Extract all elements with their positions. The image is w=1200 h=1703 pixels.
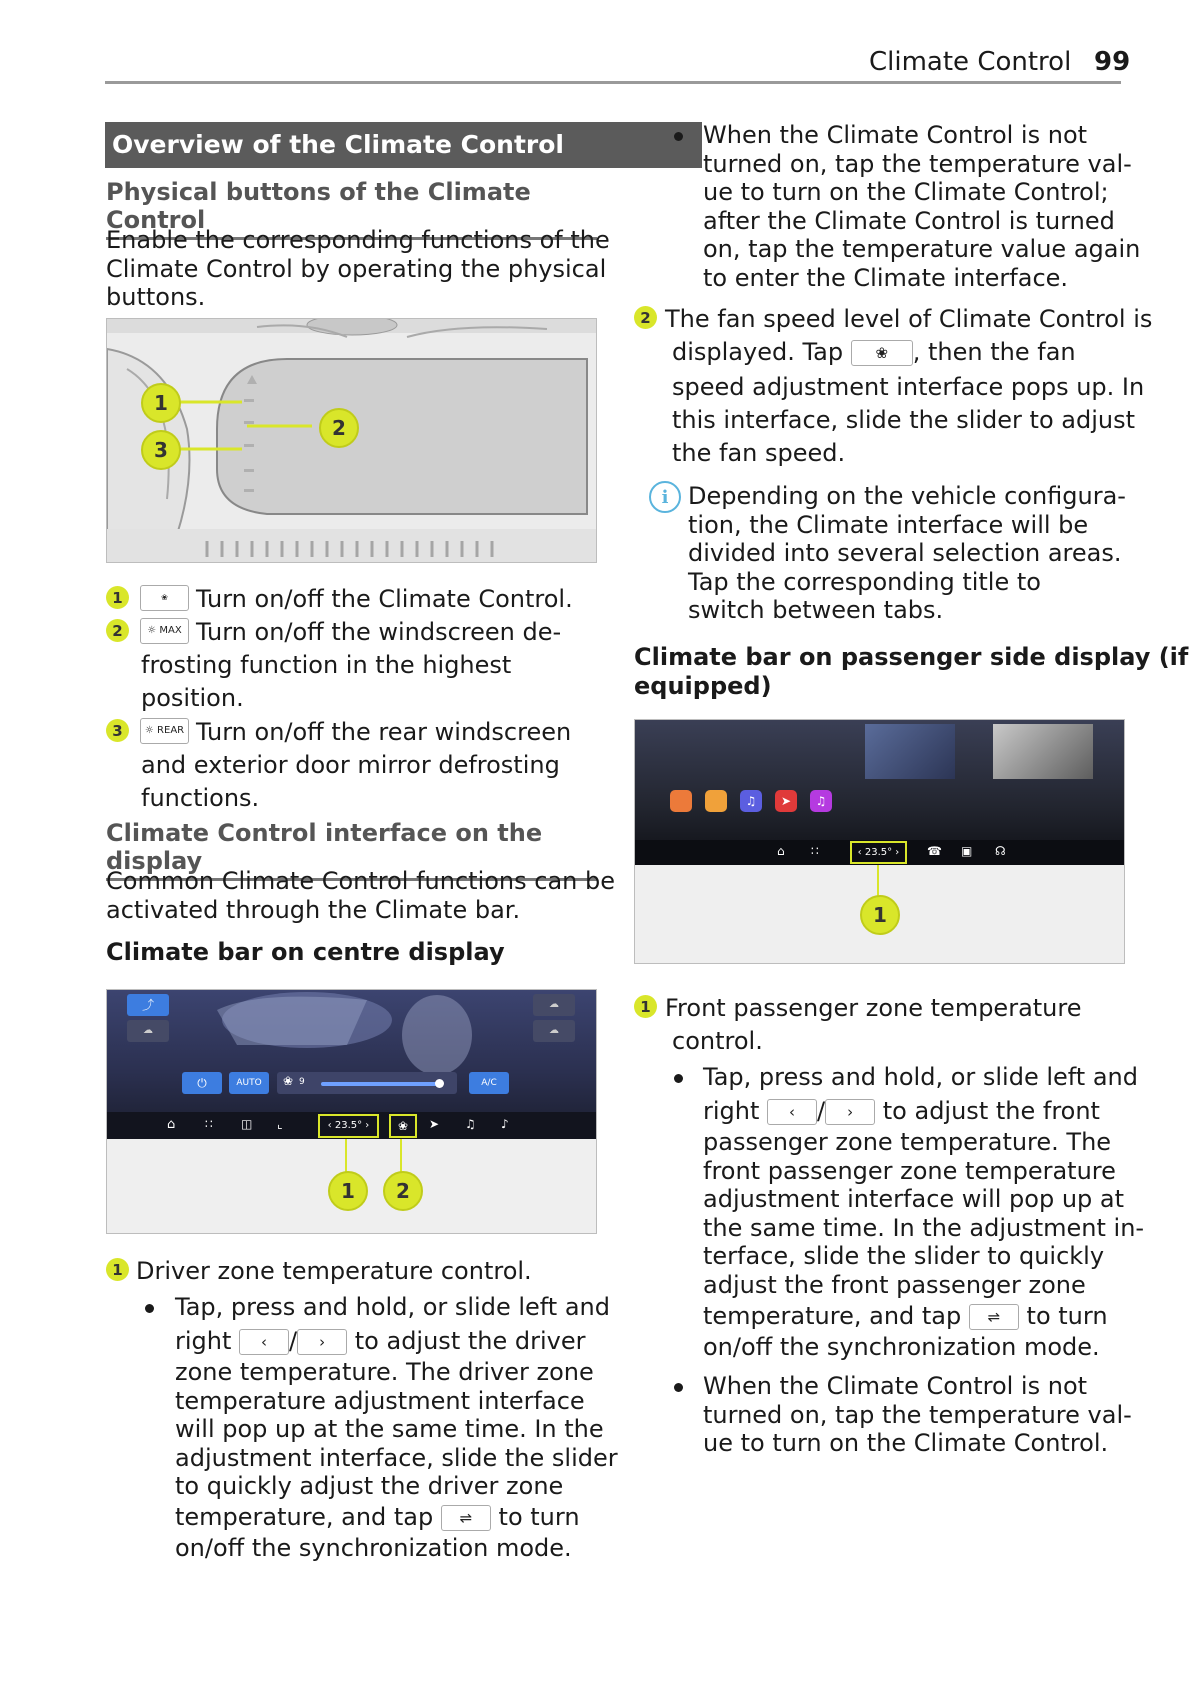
bullet: [674, 132, 683, 141]
item-number: 1: [106, 586, 129, 609]
passenger-zone-number: 1: [634, 995, 657, 1018]
centre-display-figure: [106, 989, 597, 1234]
slider-track: [321, 1082, 441, 1086]
bullet: [674, 1383, 683, 1392]
item-number: 3: [106, 719, 129, 742]
callout-2: 2: [319, 408, 359, 448]
top-bullet-text: When the Climate Control is not turned on, tap the temperature val- ue to turn on the Climate Control; after the Climate Control is turned on, tap the temperature value again to enter the Climate interface.: [703, 121, 1141, 292]
passenger-display-heading: Climate bar on passenger side display (if equipped): [634, 643, 1189, 700]
fan-icon: ❀: [851, 340, 913, 366]
chevron-right-icon: ›: [297, 1329, 347, 1355]
driver-body-lines: zone temperature. The driver zone temperature adjustment interface will pop up at the same time. In the adjustment interface, slide the slider to quickly adjust the driver zone: [175, 1358, 618, 1500]
passenger-arrows-line: right ‹ / › to adjust the front: [703, 1097, 1100, 1125]
fan-tap-line: displayed. Tap ❀ , then the fan: [672, 338, 1076, 366]
display-interface-heading: Climate Control interface on the display: [106, 819, 597, 881]
physical-item-1: [106, 586, 129, 609]
item-1-text: Turn on/off the Climate Control.: [196, 585, 573, 613]
item-2-line-3: position.: [141, 684, 244, 712]
seat-icon[interactable]: ⌞: [277, 1117, 283, 1131]
callout-line: [877, 865, 879, 897]
app-icon-2[interactable]: [705, 790, 727, 812]
driver-last-line: on/off the synchronization mode.: [175, 1534, 572, 1562]
auto-button[interactable]: AUTO: [229, 1072, 269, 1094]
callout-line-2: [400, 1139, 402, 1175]
passenger-climate-bar: [635, 840, 1124, 865]
chevron-right-icon: ›: [825, 1099, 875, 1125]
ac-button[interactable]: A/C: [469, 1072, 509, 1094]
physical-buttons-figure: [106, 318, 597, 563]
centre-display-heading: Climate bar on centre display: [106, 938, 505, 966]
climate-bar: [107, 1112, 596, 1139]
bullet: [674, 1074, 683, 1083]
passenger-display-figure: [634, 719, 1125, 964]
item-3-line-3: functions.: [141, 784, 260, 812]
item-2-line-2: frosting function in the highest: [141, 651, 512, 679]
right-mode-button[interactable]: ☁: [533, 994, 575, 1016]
apps-grid-icon[interactable]: ∷: [205, 1117, 213, 1131]
header-title: Climate Control: [869, 47, 1072, 77]
passenger-bullet-first: Tap, press and hold, or slide left and: [703, 1063, 1138, 1091]
fan-level: 9: [299, 1077, 305, 1087]
chevron-left-icon: ‹: [239, 1329, 289, 1355]
physical-item-2: [106, 619, 129, 642]
headphone-icon[interactable]: ☊: [995, 844, 1006, 858]
power-button-icon: ❀: [140, 585, 189, 611]
phone-icon[interactable]: ☎: [927, 844, 942, 858]
media-thumbnail-2[interactable]: [993, 724, 1093, 779]
apps-grid-icon[interactable]: ∷: [811, 844, 819, 858]
section-title: Overview of the Climate Control: [105, 122, 702, 168]
item-3-line-2: and exterior door mirror defrosting: [141, 751, 560, 779]
callout-1: 1: [141, 383, 181, 423]
slider-thumb[interactable]: [435, 1079, 444, 1088]
callout-line-1: [345, 1139, 347, 1175]
car-icon[interactable]: ◫: [241, 1117, 253, 1131]
music-app-icon[interactable]: ♫: [740, 790, 762, 812]
driver-zone-title: Driver zone temperature control.: [136, 1257, 532, 1285]
centre-display-screen: [107, 990, 596, 1139]
chevron-left-icon: ‹: [767, 1099, 817, 1125]
physical-intro: Enable the corresponding functions of the Climate Control by operating the physical buttons.: [106, 226, 610, 311]
driver-zone-number: 1: [106, 1258, 129, 1281]
page-number: 99: [1094, 47, 1131, 77]
fan-speed-button[interactable]: ❀: [389, 1114, 417, 1138]
media-thumbnail-1[interactable]: [865, 724, 955, 779]
passenger-display-screen: [635, 720, 1124, 865]
passenger-zone-title: Front passenger zone temperature: [665, 994, 1082, 1022]
passenger-zone-title-2: control.: [672, 1027, 763, 1055]
driver-temp-control[interactable]: ‹ 23.5° ›: [318, 1114, 379, 1138]
physical-buttons-heading: Physical buttons of the Climate Control: [106, 178, 597, 240]
fan-slider[interactable]: [277, 1072, 457, 1094]
volume-icon[interactable]: ♪: [501, 1117, 509, 1131]
sync-icon: ⇌: [969, 1304, 1019, 1330]
fan-icon: ❀: [283, 1074, 294, 1088]
rear-defrost-icon: ☼ REAR: [140, 718, 189, 744]
navigation-icon[interactable]: ➤: [429, 1117, 440, 1131]
driver-bullet-first: Tap, press and hold, or slide left and: [175, 1293, 610, 1321]
display-intro: Common Climate Control functions can be activated through the Climate bar.: [106, 867, 616, 924]
item-3-line-1: Turn on/off the rear windscreen: [196, 718, 572, 746]
home-icon[interactable]: ⌂: [167, 1117, 176, 1132]
passenger-bullet-2: When the Climate Control is not turned on, tap the temperature val- ue to turn on the Climate Control.: [703, 1372, 1132, 1457]
header-rule: [105, 81, 1121, 84]
info-note: Depending on the vehicle configura- tion, the Climate interface will be divided into several selection areas. Tap the corresponding title to switch between tabs.: [688, 482, 1126, 624]
item-number: 2: [106, 619, 129, 642]
fan-body-lines: speed adjustment interface pops up. In this interface, slide the slider to adjust the fan speed.: [672, 373, 1145, 467]
callout-2: 2: [383, 1171, 423, 1211]
fan-number: 2: [634, 306, 657, 329]
callout-3: 3: [141, 430, 181, 470]
passenger-body-lines: passenger zone temperature. The front passenger zone temperature adjustment interface will pop up at the same time. In the adjustment in- terface, slide the slider to quickly adjust the front passenger zone: [703, 1128, 1145, 1299]
music-icon[interactable]: ♫: [465, 1117, 476, 1131]
item-2-line-1: Turn on/off the windscreen de-: [196, 618, 562, 646]
driver-sync-line: temperature, and tap ⇌ to turn: [175, 1503, 580, 1531]
power-toggle-button[interactable]: ⏻: [182, 1072, 222, 1094]
right-mode-button-2[interactable]: ☁: [533, 1020, 575, 1042]
info-icon: i: [649, 481, 681, 513]
passenger-sync-line: temperature, and tap ⇌ to turn: [703, 1302, 1108, 1330]
fan-line-1: The fan speed level of Climate Control is: [665, 305, 1153, 333]
callout-1: 1: [860, 895, 900, 935]
passenger-temp-control[interactable]: ‹ 23.5° ›: [850, 841, 907, 864]
bullet: [145, 1304, 154, 1313]
side-mode-button[interactable]: ⤴: [127, 994, 169, 1016]
navigation-app-icon[interactable]: ➤: [775, 790, 797, 812]
side-mode-button-2[interactable]: ☁: [127, 1020, 169, 1042]
driver-arrows-line: right ‹ / › to adjust the driver: [175, 1327, 586, 1355]
app-icon-1[interactable]: [670, 790, 692, 812]
max-defrost-icon: ☼ MAX: [140, 618, 189, 644]
callout-1: 1: [328, 1171, 368, 1211]
message-icon[interactable]: ▣: [961, 844, 973, 858]
sync-icon: ⇌: [441, 1505, 491, 1531]
physical-item-3: [106, 719, 129, 742]
home-icon[interactable]: ⌂: [777, 844, 785, 858]
music-app-icon-2[interactable]: ♫: [810, 790, 832, 812]
passenger-last-line: on/off the synchronization mode.: [703, 1333, 1100, 1361]
